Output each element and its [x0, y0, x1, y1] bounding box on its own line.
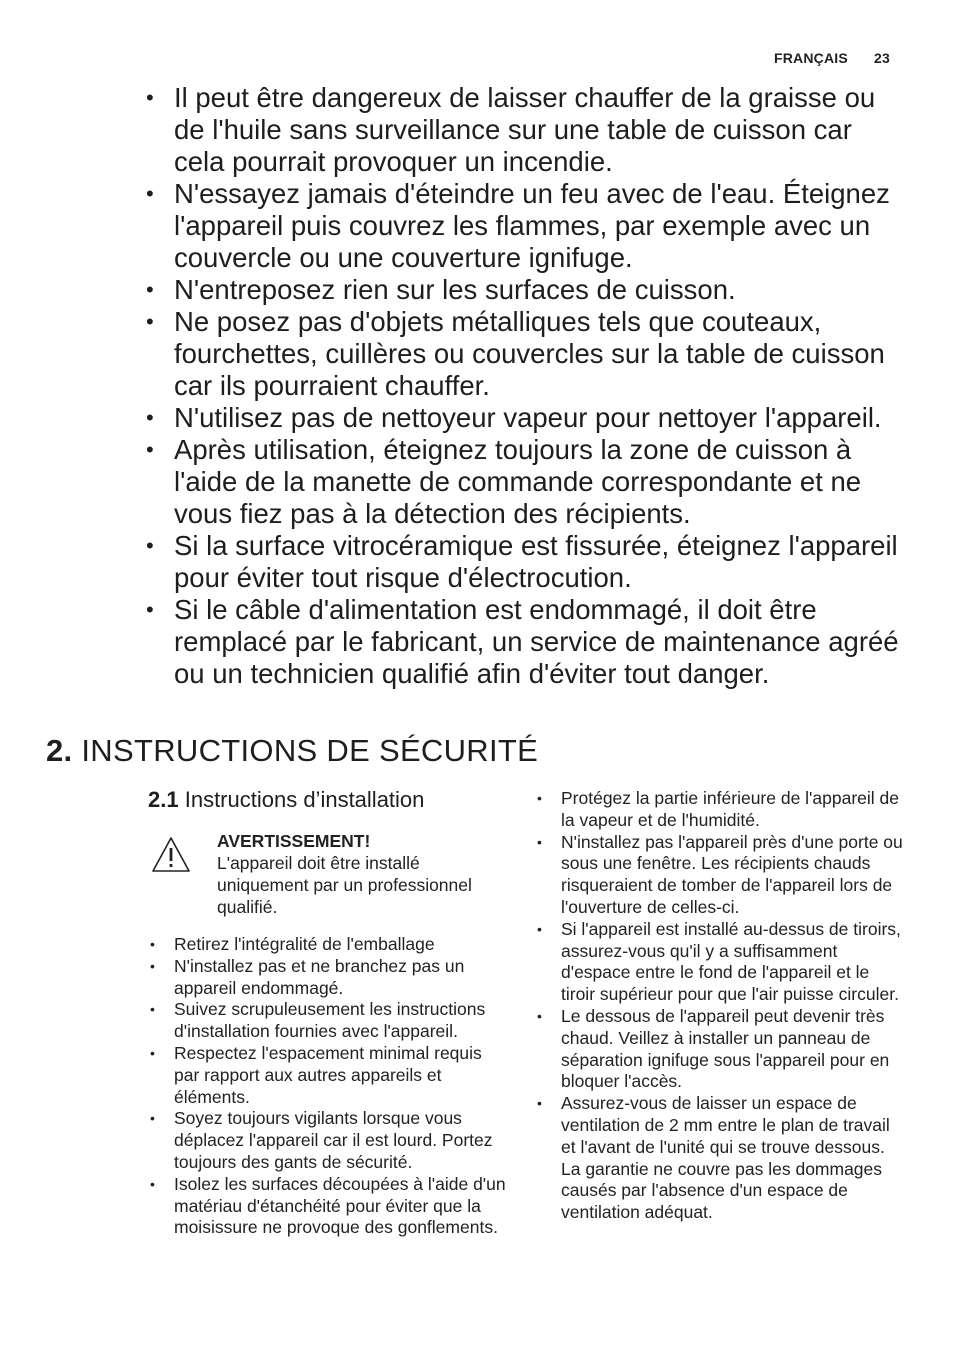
- safety-bullet-list: [142, 82, 902, 690]
- installation-list-left: [148, 934, 508, 1239]
- section-number: 2.: [46, 733, 73, 768]
- list-item: • N'entreposez rien sur les surfaces de cuisson.: [142, 274, 902, 306]
- list-item: • Protégez la partie inférieure de l'appareil de la vapeur et de l'humidité.: [535, 788, 905, 832]
- warning-triangle-icon: [150, 835, 192, 875]
- list-item: • Le dessous de l'appareil peut devenir très chaud. Veillez à installer un panneau de séparation ignifuge sous l'appareil pour en bloquer l'accès.: [535, 1006, 905, 1093]
- page-header: [774, 50, 890, 66]
- list-item: • Respectez l'espacement minimal requis par rapport aux autres appareils et éléments.: [148, 1043, 508, 1108]
- list-item: • N'essayez jamais d'éteindre un feu avec de l'eau. Éteignez l'appareil puis couvrez les flammes, par exemple avec un couvercle ou une couverture ignifuge.: [142, 178, 902, 274]
- warning-text: [217, 830, 507, 918]
- list-item: • Si la surface vitrocéramique est fissurée, éteignez l'appareil pour éviter tout risque d'électrocution.: [142, 530, 902, 594]
- list-item: • N'utilisez pas de nettoyeur vapeur pour nettoyer l'appareil.: [142, 402, 902, 434]
- section-heading: [46, 733, 538, 769]
- list-item: • Soyez toujours vigilants lorsque vous déplacez l'appareil car il est lourd. Portez toujours des gants de sécurité.: [148, 1108, 508, 1173]
- warning-message: L'appareil doit être installé uniquement par un professionnel qualifié.: [217, 853, 472, 917]
- header-language: FRANÇAIS: [773, 50, 848, 66]
- subsection-title: Instructions d’installation: [184, 787, 425, 812]
- section-title: INSTRUCTIONS DE SÉCURITÉ: [81, 733, 539, 768]
- page-number: 23: [874, 50, 890, 66]
- list-item: • Retirez l'intégralité de l'emballage: [148, 934, 508, 956]
- list-item: • Si le câble d'alimentation est endommagé, il doit être remplacé par le fabricant, un service de maintenance agréé ou un technicien qualifié afin d'éviter tout danger.: [142, 594, 902, 690]
- list-item: • Ne posez pas d'objets métalliques tels que couteaux, fourchettes, cuillères ou couvercles sur la table de cuisson car ils pourraient chauffer.: [142, 306, 902, 402]
- installation-list-right: [535, 788, 905, 1224]
- list-item: • Isolez les surfaces découpées à l'aide d'un matériau d'étanchéité pour éviter que la moisissure ne provoque des gonflements.: [148, 1174, 508, 1239]
- list-item: • Après utilisation, éteignez toujours la zone de cuisson à l'aide de la manette de commande correspondante et ne vous fiez pas à la détection des récipients.: [142, 434, 902, 530]
- list-item: • N'installez pas l'appareil près d'une porte ou sous une fenêtre. Les récipients chauds risqueraient de tomber de l'appareil lors de l'ouverture de celles-ci.: [535, 832, 905, 919]
- list-item: • Si l'appareil est installé au-dessus de tiroirs, assurez-vous qu'il y a suffisamment d'espace entre le fond de l'appareil et le tiroir supérieur pour que l'air puisse circuler.: [535, 919, 905, 1006]
- list-item: • Suivez scrupuleusement les instructions d'installation fournies avec l'appareil.: [148, 999, 508, 1043]
- list-item: • Il peut être dangereux de laisser chauffer de la graisse ou de l'huile sans surveillance sur une table de cuisson car cela pourrait provoquer un incendie.: [142, 82, 902, 178]
- subsection-number: 2.1: [148, 787, 179, 812]
- warning-title: AVERTISSEMENT!: [217, 831, 371, 851]
- subsection-heading: [148, 787, 424, 813]
- list-item: • Assurez-vous de laisser un espace de ventilation de 2 mm entre le plan de travail et l'avant de l'unité qui se trouve dessous. La garantie ne couvre pas les dommages causés par l'absence d'un espace de ventilation adéquat.: [535, 1093, 905, 1224]
- list-item: • N'installez pas et ne branchez pas un appareil endommagé.: [148, 956, 508, 1000]
